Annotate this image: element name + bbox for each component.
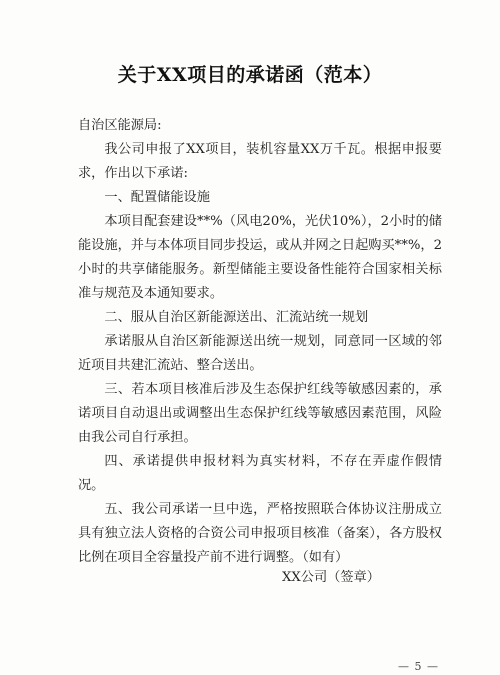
page-number: — 5 —: [398, 660, 439, 673]
section-3-paragraph: 三、若本项目核准后涉及生态保护红线等敏感因素的，承诺项目自动退出或调整出生态保护红线等敏感因素范围，风险由我公司自行承担。: [78, 382, 442, 445]
section-4-paragraph: 四、承诺提供申报材料为真实材料，不存在弄虚作假情况。: [78, 454, 442, 493]
document-title: 关于XX项目的承诺函（范本）: [117, 64, 383, 86]
signature-line: XX公司（签章）: [282, 570, 380, 585]
document-body: [78, 138, 442, 570]
intro-paragraph: 我公司申报了XX项目，装机容量XX万千瓦。根据申报要求，作出以下承诺:: [78, 142, 442, 181]
section-5-paragraph: 五、我公司承诺一旦中选，严格按照联合体协议注册成立具有独立法人资格的合资公司申报项目核准（备案），各方股权比例在项目全容量投产前不进行调整。（如有）: [78, 502, 442, 565]
section-2-heading: 二、服从自治区新能源送出、汇流站统一规划: [104, 310, 369, 325]
addressee: 自治区能源局:: [78, 118, 162, 133]
section-1-body: 本项目配套建设**%（风电20%，光伏10%），2小时的储能设施，并与本体项目同步投运，或从并网之日起购买**%，2小时的共享储能服务。新型储能主要设备性能符合国家相关标准与规范及本通知要求。: [78, 214, 442, 301]
section-2-body: 承诺服从自治区新能源送出统一规划，同意同一区域的邻近项目共建汇流站、整合送出。: [78, 334, 442, 373]
section-1-heading: 一、配置储能设施: [104, 190, 210, 205]
